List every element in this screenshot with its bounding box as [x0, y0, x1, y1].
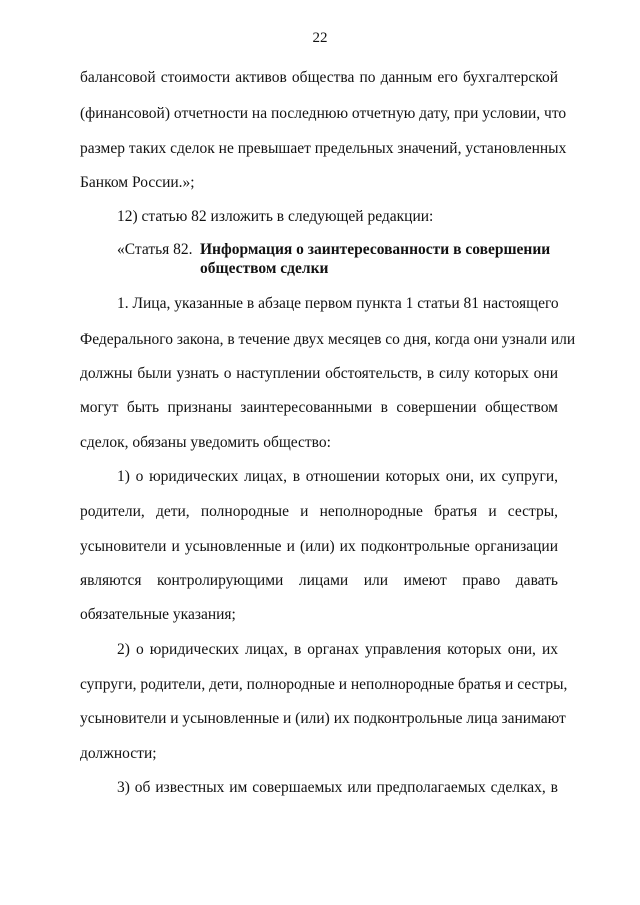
text-line: 1. Лица, указанные в абзаце первом пункта 1 статьи 81 настоящего — [117, 295, 559, 312]
text-line: (финансовой) отчетности на последнюю отчетную дату, при условии, что — [80, 105, 567, 122]
article-label: «Статья 82. — [117, 241, 193, 258]
text-line: обязательные указания; — [80, 606, 236, 623]
article-title: Информация о заинтересованности в совершении обществом сделки — [200, 241, 551, 277]
text-line: 1) о юридических лицах, в отношении которых они, их супруги, — [117, 468, 558, 485]
text-line: супруги, родители, дети, полнородные и неполнородные братья и сестры, — [80, 676, 568, 693]
text-line: должности; — [80, 745, 157, 762]
text-line: Федерального закона, в течение двух месяцев со дня, когда они узнали или — [80, 331, 576, 348]
text-line: могут быть признаны заинтересованными в совершении обществом — [80, 399, 558, 416]
text-line: родители, дети, полнородные и неполнородные братья и сестры, — [80, 503, 558, 520]
text-line: сделок, обязаны уведомить общество: — [80, 434, 331, 451]
text-line: усыновители и усыновленные и (или) их подконтрольные лица занимают — [80, 710, 566, 727]
text-line: балансовой стоимости активов общества по данным его бухгалтерской — [80, 69, 558, 86]
text-line: 3) об известных им совершаемых или предполагаемых сделках, в — [117, 779, 558, 796]
text-line: 12) статью 82 изложить в следующей редакции: — [117, 208, 434, 225]
text-line: должны были узнать о наступлении обстоятельств, в силу которых они — [80, 365, 558, 382]
page-number: 22 — [312, 30, 328, 46]
text-line: усыновители и усыновленные и (или) их подконтрольные организации — [80, 538, 558, 555]
text-line: размер таких сделок не превышает предельных значений, установленных — [80, 140, 567, 157]
text-line: 2) о юридических лицах, в органах управления которых они, их — [117, 641, 558, 658]
text-line: являются контролирующими лицами или имеют право давать — [80, 572, 558, 589]
text-line: Банком России.»; — [80, 174, 195, 191]
